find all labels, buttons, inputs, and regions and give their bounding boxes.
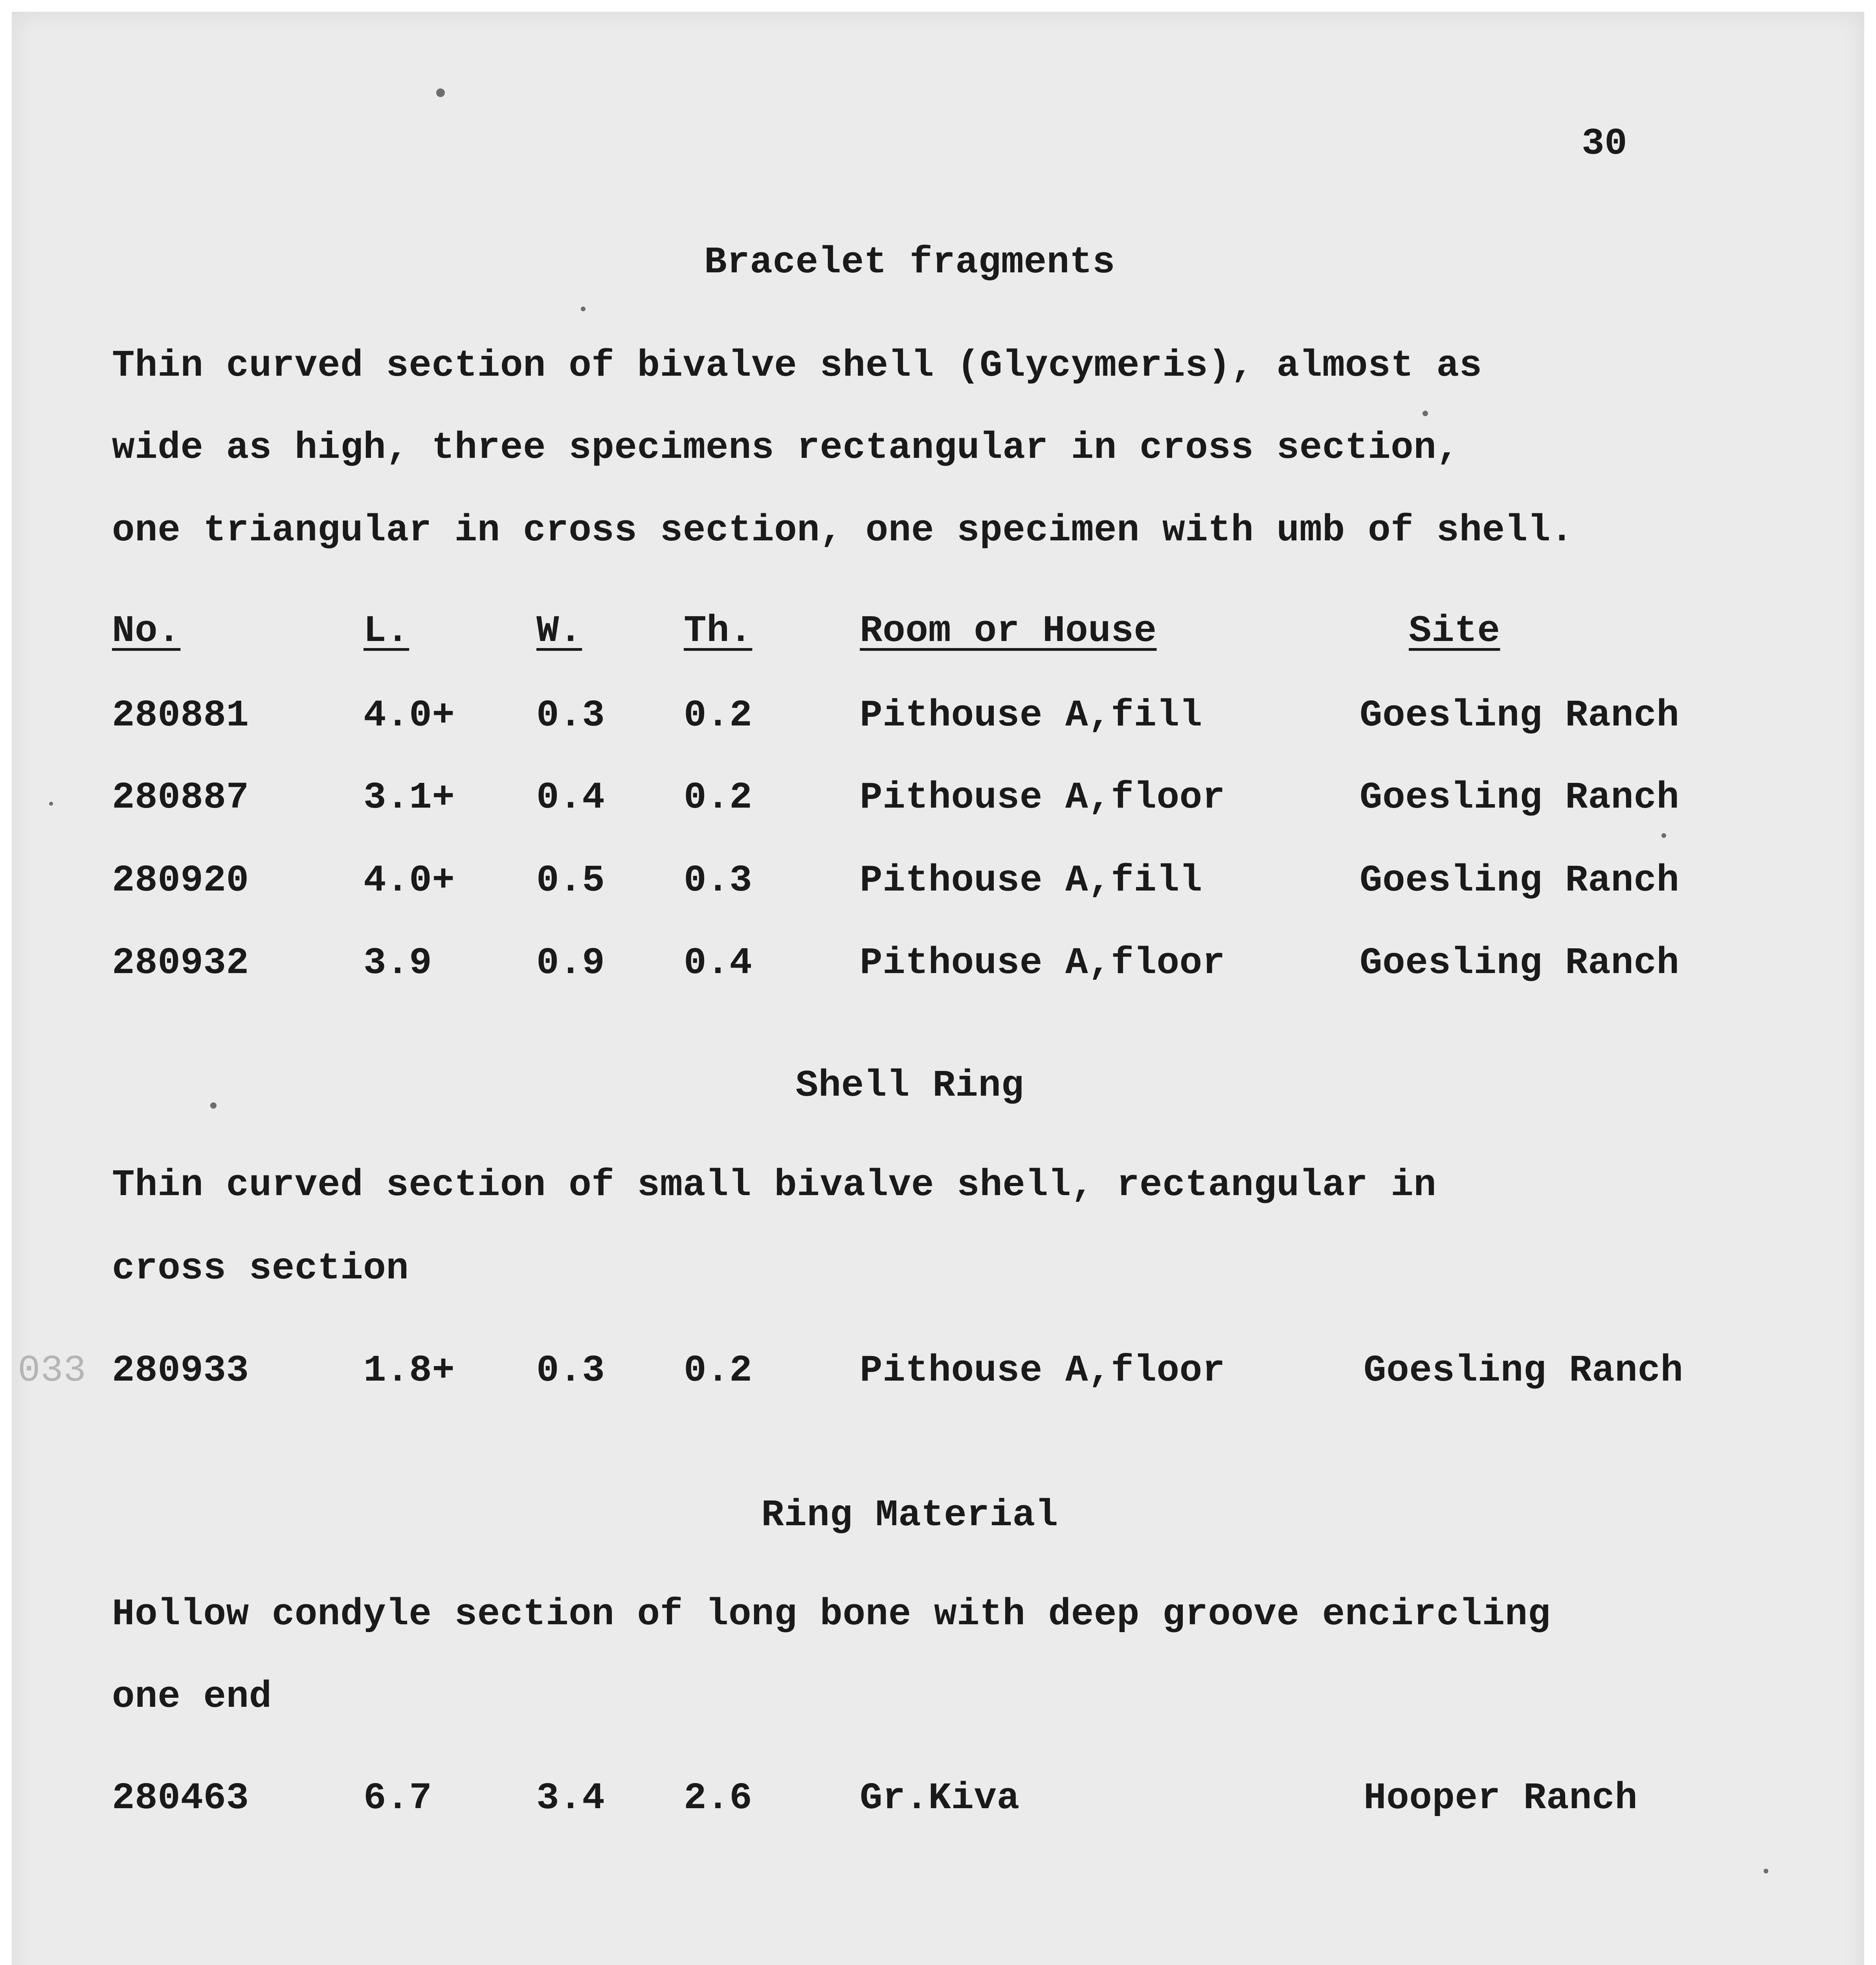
column-header-length: L.: [363, 610, 409, 652]
table-cell: 0.3: [536, 1349, 605, 1392]
table-cell: Goesling Ranch: [1360, 942, 1680, 984]
table-cell: 0.9: [536, 942, 605, 984]
speck: [436, 88, 445, 97]
table-cell: Goesling Ranch: [1364, 1349, 1683, 1392]
table-cell: 4.0+: [363, 694, 455, 737]
column-header-room: Room or House: [860, 610, 1157, 652]
section-heading: Ring Material: [761, 1494, 1058, 1537]
table-cell: Pithouse A,floor: [860, 942, 1225, 984]
table-cell: 3.4: [536, 1777, 605, 1820]
table-cell: 280920: [112, 859, 249, 902]
table-cell: 1.8+: [363, 1349, 455, 1392]
document-page: [12, 12, 1864, 1965]
table-cell: Goesling Ranch: [1360, 694, 1680, 737]
speck: [210, 1102, 217, 1109]
column-header-width: W.: [536, 610, 582, 652]
table-cell: Gr.Kiva: [860, 1777, 1020, 1820]
table-cell: 280881: [112, 694, 249, 737]
speck: [1764, 1869, 1768, 1873]
section-heading: Shell Ring: [795, 1064, 1024, 1107]
table-cell: 6.7: [363, 1777, 432, 1820]
table-cell: 0.2: [684, 1349, 753, 1392]
description-line: one triangular in cross section, one specimen with umb of shell.: [112, 509, 1573, 552]
column-header-site: Site: [1409, 610, 1500, 652]
description-line: Thin curved section of small bivalve shell, rectangular in: [112, 1164, 1437, 1207]
page-number: 30: [1582, 122, 1628, 165]
table-cell: 4.0+: [363, 859, 455, 902]
description-line: cross section: [112, 1247, 409, 1290]
table-cell: 280887: [112, 776, 249, 819]
table-cell: Goesling Ranch: [1360, 776, 1680, 819]
table-cell: Pithouse A,floor: [860, 1349, 1225, 1392]
table-cell: 0.4: [536, 776, 605, 819]
table-cell: 0.3: [536, 694, 605, 737]
table-cell: 280463: [112, 1777, 249, 1820]
speck: [1423, 411, 1428, 416]
section-heading: Bracelet fragments: [704, 241, 1115, 284]
table-cell: 280933: [112, 1349, 249, 1392]
table-cell: Hooper Ranch: [1364, 1777, 1638, 1820]
description-line: wide as high, three specimens rectangular in cross section,: [112, 426, 1459, 469]
table-cell: 280932: [112, 942, 249, 984]
table-cell: 2.6: [684, 1777, 753, 1820]
table-cell: Pithouse A,fill: [860, 859, 1202, 902]
table-cell: 0.2: [684, 694, 753, 737]
speck: [49, 802, 53, 806]
table-cell: 0.3: [684, 859, 753, 902]
speck: [581, 307, 586, 311]
description-line: Hollow condyle section of long bone with deep groove encircling: [112, 1593, 1551, 1636]
table-cell: 3.1+: [363, 776, 455, 819]
speck: [1661, 833, 1666, 838]
table-cell: Pithouse A,fill: [860, 694, 1202, 737]
table-cell: 0.2: [684, 776, 753, 819]
table-cell: Pithouse A,floor: [860, 776, 1225, 819]
margin-mark: 033: [18, 1349, 86, 1392]
description-line: one end: [112, 1675, 272, 1718]
table-cell: Goesling Ranch: [1360, 859, 1680, 902]
table-cell: 3.9: [363, 942, 432, 984]
description-line: Thin curved section of bivalve shell (Glycymeris), almost as: [112, 344, 1482, 387]
table-cell: 0.5: [536, 859, 605, 902]
table-cell: 0.4: [684, 942, 753, 984]
column-header-no: No.: [112, 610, 181, 652]
column-header-thickness: Th.: [684, 610, 753, 652]
